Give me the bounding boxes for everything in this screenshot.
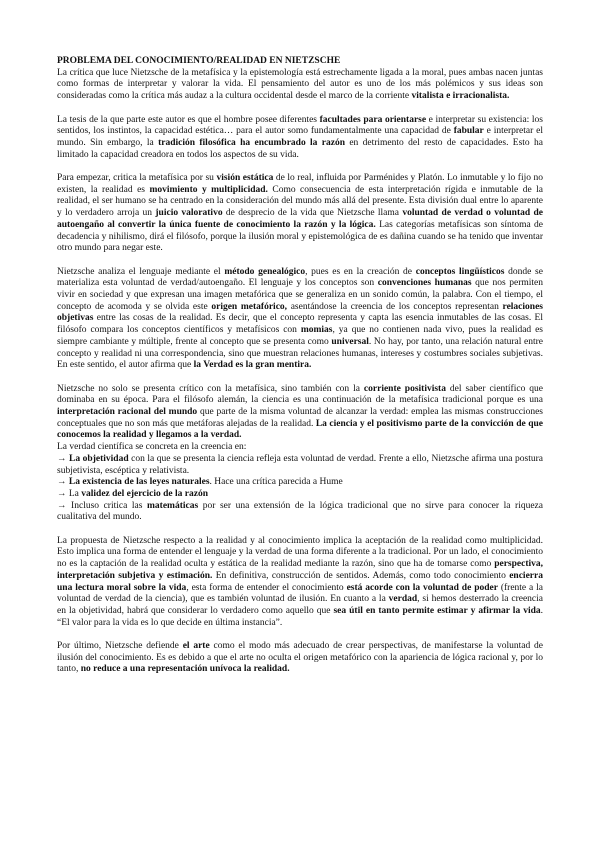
bold-text: origen metafórico, — [211, 301, 288, 312]
bold-text: sea útil en tanto permite estimar y afirmar la vida — [333, 605, 541, 616]
bold-text: encierra una lectura moral sobre la vida — [57, 570, 543, 593]
bold-text: facultades para orientarse — [319, 114, 427, 125]
bold-text: momias — [300, 325, 333, 336]
bold-text: La objetividad — [69, 453, 129, 464]
bold-text: movimiento y multiplicidad. — [149, 184, 268, 195]
bold-text: está acorde con la voluntad de poder — [346, 582, 498, 593]
bullet-list — [57, 454, 543, 524]
bullet-item: → Incluso critica las matemáticas por ser una extensión de la lógica tradicional que no sirve para conocer la riqueza cualitativa del mundo. — [57, 500, 543, 523]
bold-text: matemáticas — [147, 500, 199, 511]
bold-text: verdad — [388, 594, 418, 605]
bold-text: visión estática — [216, 173, 274, 183]
bullet-item: → La objetividad con la que se presenta la ciencia refleja esta voluntad de verdad. Frente a ello, Nietzsche afirma una postura subjetivista, escéptica y relativista. — [57, 453, 544, 476]
bullet-item: → La existencia de las leyes naturales. Hace una crítica parecida a Hume — [57, 477, 343, 488]
bold-text: el arte — [182, 641, 210, 652]
bold-text: interpretación racional del mundo — [57, 407, 198, 418]
bold-text: corriente positivista — [363, 383, 446, 394]
paragraph-thesis: La tesis de la que parte este autor es que el hombre posee diferentes facultades para orientarse e interpretar su existencia: los sentidos, los instintos, la capacidad estética… para el autor somo fundamentalmente una capacidad de fabular e interpretar el mundo. Sin embargo, la tradición filosófica ha encumbrado la razón en detrimento del resto de capacidades. Esto ha limitado la capacidad creadora en todos los aspectos de su vida. — [57, 114, 543, 160]
bold-text: método genealógico — [224, 266, 306, 277]
bold-text: fabular — [453, 126, 484, 137]
bold-text: relaciones objetivas — [57, 301, 543, 324]
document-page — [57, 56, 543, 676]
bold-text: La ciencia y el positivismo parte de la convicción de que conocemos la realidad y llegamos a la verdad. — [57, 418, 543, 441]
bold-text: conceptos lingüísticos — [415, 266, 505, 277]
bold-text: voluntad de verdad o voluntad de autoengaño al convertir la única fuente de conocimiento la razón y la lógica. — [57, 208, 543, 230]
bold-text: vitalista e irracionalista. — [411, 91, 510, 102]
paragraph-art: Por último, Nietzsche defiende el arte como el modo más adecuado de crear perspectivas, de manifestarse la voluntad de ilusión del conocimiento. Es es debido a que el arte no oculta el origen metafórico con la apariencia de lógica racional y, por lo tanto, no reduce a una representación unívoca la realidad. — [57, 641, 543, 675]
bold-text: no reduce a una representación unívoca la realidad. — [80, 664, 290, 675]
paragraph-language: Nietzsche analiza el lenguaje mediante el método genealógico, pues es en la creación de conceptos lingüísticos donde se materializa esta voluntad de verdad/autoengaño. El lenguaje y los conceptos son convenciones humanas que nos permiten vivir en sociedad y que expresan una imagen metafórica que se generaliza en un sonido común, la palabra. Con el tiempo, el concepto de acomoda y se olvida este origen metafórico, asentándose la creencia de los conceptos representan relaciones objetivas entre las cosas de la realidad. Es decir, que el concepto representa y capta las esencia inmutables de las cosas. El filósofo compara los conceptos científicos y metafísicos con momias, ya que no contienen nada vivo, pues la realidad es siempre cambiante y múltiple, frente al concepto que se presenta como universal. No hay, por tanto, una relación natural entre concepto y realidad ni una correspondencia, sino que muestran relaciones humanas, intereses y costumbres sociales subjetivas. En este sentido, el autor afirma que la Verdad es la gran mentira. — [57, 266, 544, 371]
bold-text: convenciones humanas — [377, 278, 472, 289]
paragraph-proposal: La propuesta de Nietzsche respecto a la realidad y al conocimiento implica la aceptación de la realidad como multiplicidad. Esto implica una forma de entender el lenguaje y la verdad de una forma diferente a la tradicional. Por un lado, el conocimiento no es la captación de la realidad oculta y estática de la realidad mediante la razón, sino que ha de tomarse como perspectiva, interpretación subjetiva y estimación. En definitiva, construcción de sentidos. Además, como todo conocimiento encierra una lectura moral sobre la vida, esta forma de entender el conocimiento está acorde con la voluntad de poder (frente a la voluntad de verdad de la ciencia), que es también voluntad de ilusión. En cuanto a la verdad, si hemos desterrado la creencia en la objetividad, habrá que considerar lo verdadero como aquello que sea útil en tanto permite estimar y afirmar la vida. “El valor para la vida es lo que decide en última instancia”. — [57, 535, 543, 628]
paragraph-science-intro: La verdad científica se concreta en la creencia en: — [57, 442, 247, 453]
bold-text: la Verdad es la gran mentira. — [193, 360, 312, 371]
document-title: PROBLEMA DEL CONOCIMIENTO/REALIDAD EN NIETZSCHE — [57, 56, 341, 66]
paragraph-science: Nietzsche no solo se presenta crítico con la metafísica, sino también con la corriente positivista del saber científico que dominaba en su época. Para el filósofo alemán, la ciencia es una continuación de la metafísica tradicional porque es una interpretación racional del mundo que parte de la misma voluntad de alcanzar la verdad: emplea las mismas construcciones conceptuales que no son más que metáforas alejadas de la realidad. La ciencia y el positivismo parte de la convicción de que conocemos la realidad y llegamos a la verdad. — [57, 383, 543, 441]
paragraph-intro: La crítica que luce Nietzsche de la metafísica y la epistemología está estrechamente ligada a la moral, pues ambas nacen juntas como formas de interpretar y valorar la vida. El pensamiento del autor es uno de los más polémicos y sus ideas son consideradas como la crítica más audaz a la cultura occidental desde el marco de la corriente vitalista e irracionalista. — [57, 67, 543, 102]
bold-text: validez del ejercicio de la razón — [81, 488, 209, 499]
bullet-item: → La validez del ejercicio de la razón — [57, 488, 209, 499]
bold-text: perspectiva, interpretación subjetiva y estimación. — [57, 559, 543, 581]
paragraph-metaphysics: Para empezar, critica la metafísica por su visión estática de lo real, influida por Parménides y Platón. Lo inmutable y lo fijo no existen, la realidad es movimiento y multiplicidad. Como consecuencia de esta interpretación rígida e inmutable de la realidad, el ser humano se ha centrado en la consideración del mundo más allá del presente. Esta división dual entre lo aparente y lo verdadero arroja un juicio valorativo de desprecio de la vida que Nietzsche llama voluntad de verdad o voluntad de autoengaño al convertir la única fuente de conocimiento la razón y la lógica. Las categorías metafísicas son síntoma de decadencia y nihilismo, dirá el filósofo, porque la ilusión moral y epistemológica de es dañina cuando se ha tenido que inventar otro mundo para negar este. — [57, 173, 544, 254]
bold-text: universal — [331, 336, 369, 347]
bold-text: tradición filosófica ha encumbrado la razón — [158, 137, 345, 148]
bold-text: juicio valorativo — [155, 208, 223, 219]
bold-text: La existencia de las leyes naturales — [68, 477, 210, 488]
